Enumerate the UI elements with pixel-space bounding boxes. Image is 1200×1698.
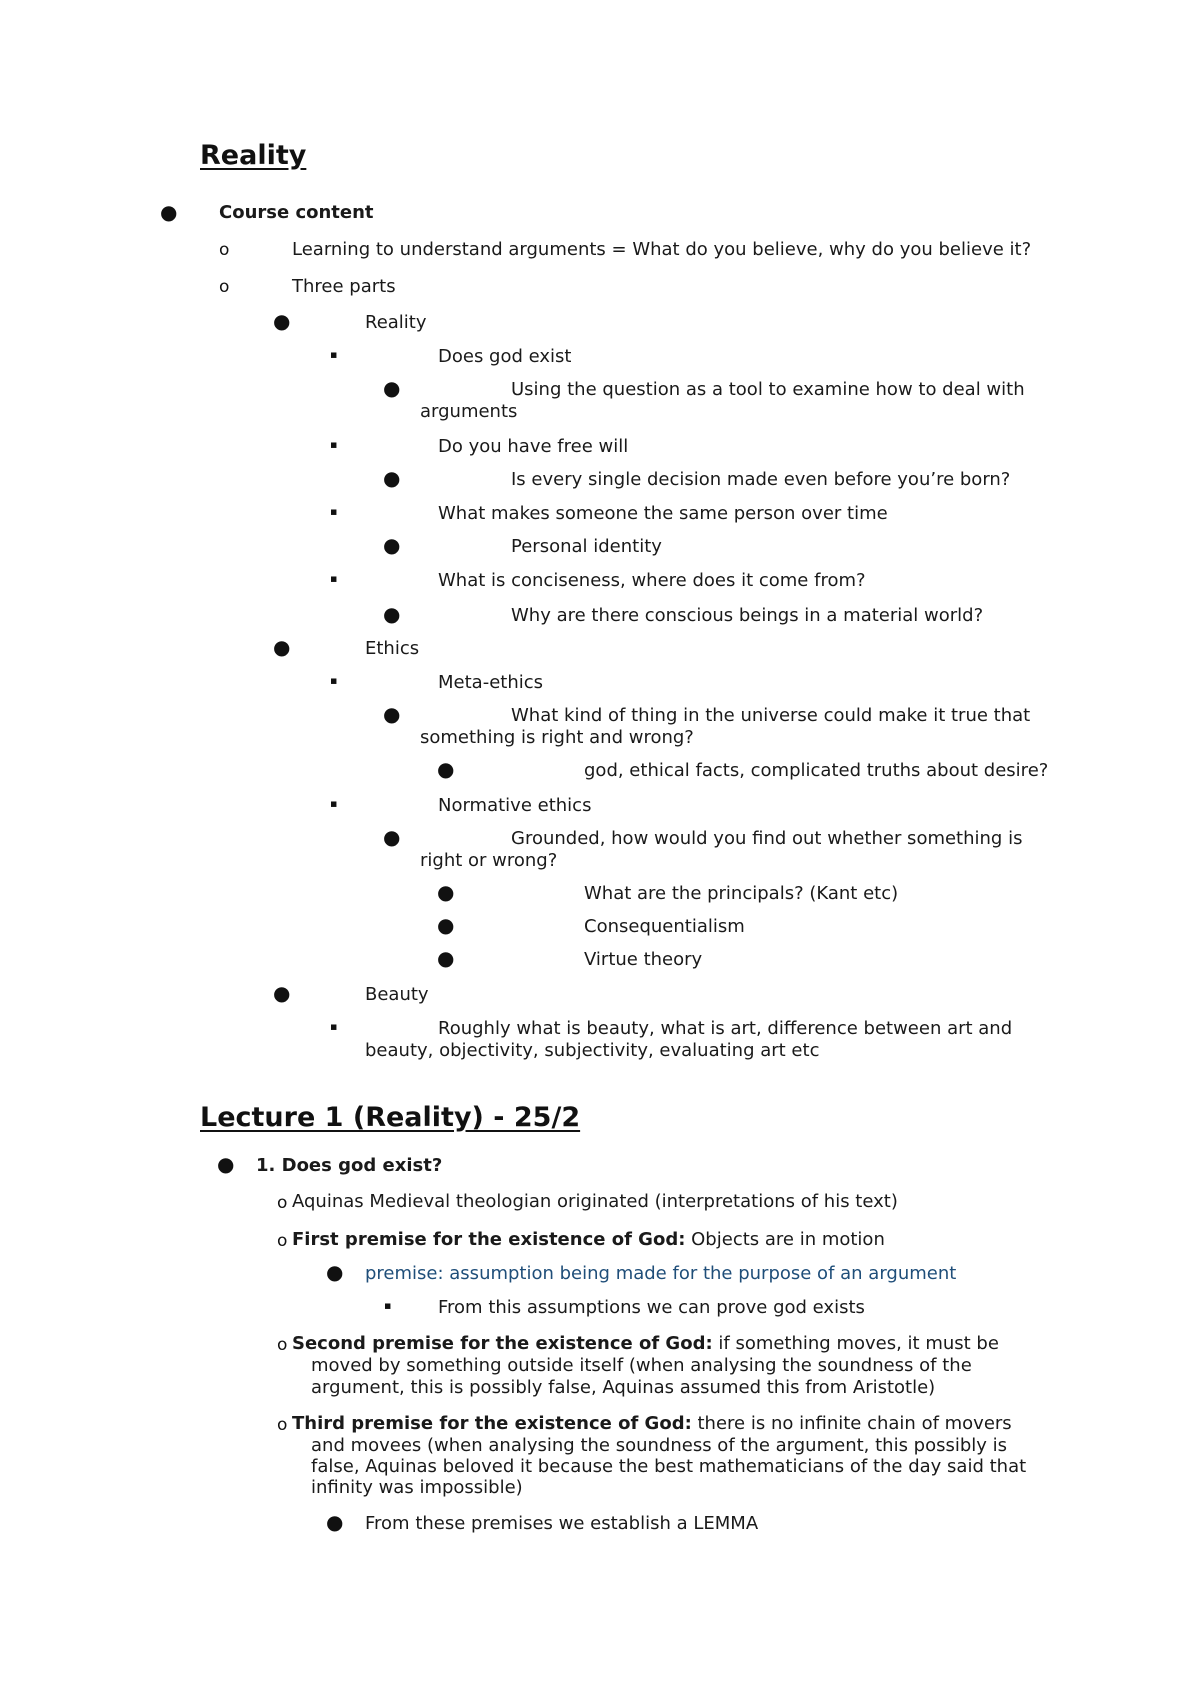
list-item: From these premises we establish a LEMMA bbox=[365, 1513, 759, 1534]
bullet-marker: ● bbox=[437, 880, 455, 904]
bullet-marker: ● bbox=[437, 913, 455, 937]
heading-lecture-1: Lecture 1 (Reality) - 25/2 bbox=[200, 1102, 581, 1133]
list-item: Ethics bbox=[365, 638, 420, 659]
list-item: Normative ethics bbox=[438, 795, 592, 816]
bullet-marker: ● bbox=[383, 466, 401, 490]
list-item: Why are there conscious beings in a material world? bbox=[511, 605, 984, 626]
premise-text: Objects are in motion bbox=[685, 1229, 885, 1250]
premise-label: Second premise for the existence of God: bbox=[292, 1333, 713, 1354]
heading-reality: Reality bbox=[200, 140, 307, 171]
premise-text: if something moves, it must be bbox=[712, 1333, 999, 1354]
list-item-continuation: and movees (when analysing the soundness of the argument, this possibly is bbox=[311, 1435, 1008, 1456]
square-marker: ▪ bbox=[330, 674, 338, 687]
square-marker: ▪ bbox=[330, 797, 338, 810]
bullet-marker: ● bbox=[160, 200, 178, 224]
list-item: Personal identity bbox=[511, 536, 662, 557]
list-item-continuation: moved by something outside itself (when analysing the soundness of the bbox=[311, 1355, 972, 1376]
bullet-marker: ● bbox=[383, 825, 401, 849]
list-item: Is every single decision made even before you’re born? bbox=[511, 469, 1011, 490]
list-item: Aquinas Medieval theologian originated (interpretations of his text) bbox=[292, 1191, 898, 1212]
bullet-marker: ● bbox=[383, 702, 401, 726]
list-item: Using the question as a tool to examine how to deal with bbox=[511, 379, 1025, 400]
premise-definition: premise: assumption being made for the purpose of an argument bbox=[365, 1263, 957, 1284]
bullet-marker: ● bbox=[326, 1260, 344, 1284]
square-marker: ▪ bbox=[330, 572, 338, 585]
bullet-marker: ● bbox=[326, 1510, 344, 1534]
bullet-marker: ● bbox=[437, 757, 455, 781]
list-item: Does god exist bbox=[438, 346, 572, 367]
list-item-continuation: arguments bbox=[420, 401, 518, 422]
square-marker: ▪ bbox=[330, 1020, 338, 1033]
bullet-marker: ● bbox=[437, 946, 455, 970]
bullet-marker: ● bbox=[383, 533, 401, 557]
list-item-continuation: right or wrong? bbox=[420, 850, 558, 871]
list-item: Virtue theory bbox=[584, 949, 703, 970]
bullet-marker: ● bbox=[273, 981, 291, 1005]
list-item: Roughly what is beauty, what is art, difference between art and bbox=[438, 1018, 1013, 1039]
list-item: Do you have free will bbox=[438, 436, 629, 457]
list-item: What are the principals? (Kant etc) bbox=[584, 883, 899, 904]
premise-label: Third premise for the existence of God: bbox=[292, 1413, 692, 1434]
list-item bbox=[292, 1333, 999, 1355]
circle-marker: o bbox=[277, 1335, 288, 1355]
list-item: god, ethical facts, complicated truths about desire? bbox=[584, 760, 1049, 781]
list-item bbox=[292, 1229, 885, 1251]
circle-marker: o bbox=[277, 1231, 288, 1251]
bullet-marker: ● bbox=[383, 376, 401, 400]
square-marker: ▪ bbox=[330, 438, 338, 451]
square-marker: ▪ bbox=[330, 505, 338, 518]
premise-text: there is no infinite chain of movers bbox=[691, 1413, 1012, 1434]
list-item: What makes someone the same person over time bbox=[438, 503, 888, 524]
bullet-marker: ● bbox=[273, 635, 291, 659]
circle-marker: o bbox=[219, 277, 230, 297]
premise-label: First premise for the existence of God: bbox=[292, 1229, 686, 1250]
circle-marker: o bbox=[219, 240, 230, 260]
square-marker: ▪ bbox=[330, 348, 338, 361]
circle-marker: o bbox=[277, 1193, 288, 1213]
list-item-continuation: infinity was impossible) bbox=[311, 1477, 523, 1498]
list-item: Reality bbox=[365, 312, 427, 333]
list-item-continuation: beauty, objectivity, subjectivity, evaluating art etc bbox=[365, 1040, 820, 1061]
bullet-marker: ● bbox=[217, 1152, 235, 1176]
list-item-continuation: argument, this is possibly false, Aquinas assumed this from Aristotle) bbox=[311, 1377, 936, 1398]
list-item: Beauty bbox=[365, 984, 429, 1005]
circle-marker: o bbox=[277, 1415, 288, 1435]
list-item bbox=[292, 1413, 1012, 1435]
list-item-continuation: something is right and wrong? bbox=[420, 727, 694, 748]
list-item-continuation: false, Aquinas beloved it because the best mathematicians of the day said that bbox=[311, 1456, 1027, 1477]
list-item: Three parts bbox=[292, 276, 396, 297]
list-item: Meta-ethics bbox=[438, 672, 544, 693]
list-item: Consequentialism bbox=[584, 916, 745, 937]
list-item: 1. Does god exist? bbox=[256, 1155, 443, 1176]
square-marker: ▪ bbox=[384, 1299, 392, 1312]
bullet-marker: ● bbox=[383, 602, 401, 626]
list-item: Grounded, how would you find out whether something is bbox=[511, 828, 1023, 849]
bullet-marker: ● bbox=[273, 309, 291, 333]
list-item: From this assumptions we can prove god exists bbox=[438, 1297, 865, 1318]
course-content-label: Course content bbox=[219, 202, 374, 223]
list-item: Learning to understand arguments = What do you believe, why do you believe it? bbox=[292, 239, 1032, 260]
list-item: What kind of thing in the universe could make it true that bbox=[511, 705, 1031, 726]
list-item: What is conciseness, where does it come from? bbox=[438, 570, 866, 591]
